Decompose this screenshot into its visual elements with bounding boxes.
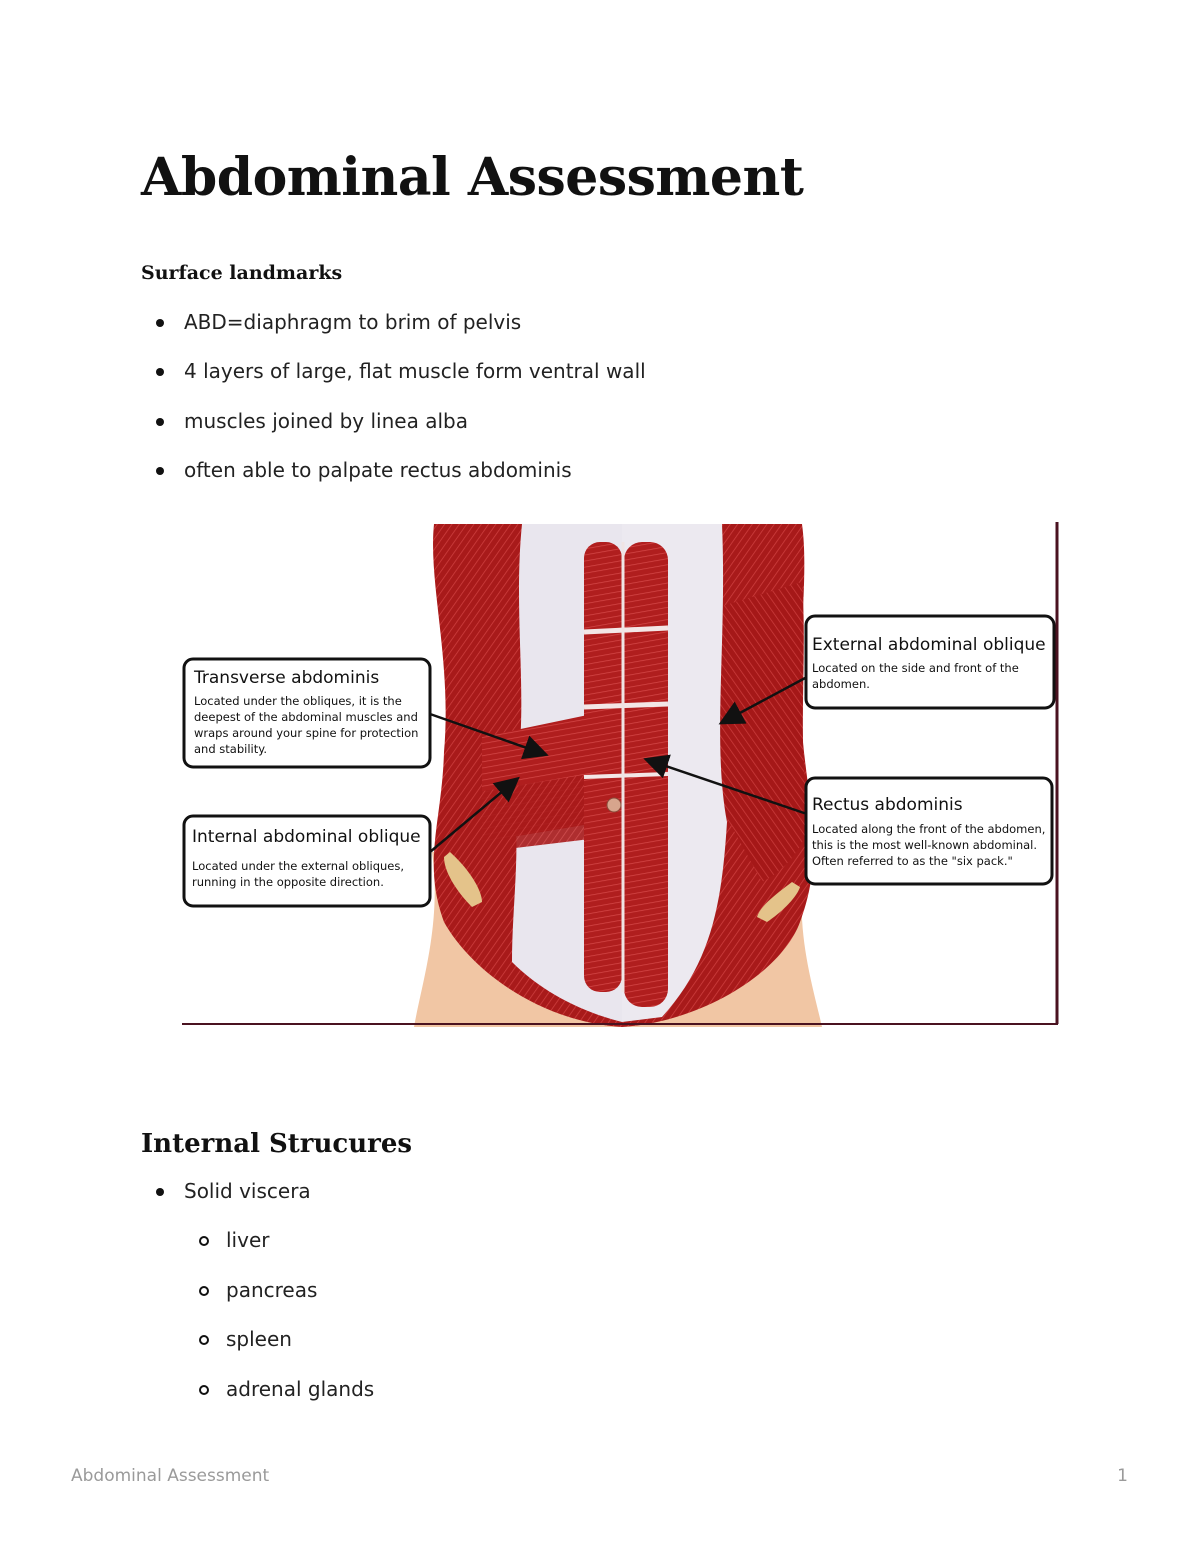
callout-transverse	[184, 659, 430, 767]
rectus-left-column	[584, 542, 622, 992]
callout-line: Located under the obliques, it is the	[194, 694, 402, 708]
abdominal-muscles-figure	[182, 522, 1060, 1027]
callout-line: deepest of the abdominal muscles and	[194, 710, 418, 724]
list-item: ABD=diaphragm to brim of pelvis	[184, 308, 646, 357]
surface-landmarks-list	[184, 308, 646, 505]
navel	[607, 798, 621, 812]
callout-line: running in the opposite direction.	[192, 875, 384, 889]
list-item: often able to palpate rectus abdominis	[184, 456, 646, 505]
list-item: pancreas	[226, 1276, 374, 1326]
list-item: muscles joined by linea alba	[184, 407, 646, 456]
callout-rectus	[806, 778, 1052, 884]
callout-line: Often referred to as the "six pack."	[812, 854, 1013, 868]
list-item: spleen	[226, 1325, 374, 1375]
callout-line: this is the most well-known abdominal.	[812, 838, 1038, 852]
callout-line: wraps around your spine for protection	[194, 726, 419, 740]
callout-line: and stability.	[194, 742, 268, 756]
callout-title: External abdominal oblique	[812, 635, 1046, 655]
list-item: adrenal glands	[226, 1375, 374, 1425]
tendinous-line	[584, 704, 668, 707]
list-item: Solid viscera	[184, 1177, 311, 1226]
callout-external	[806, 616, 1054, 708]
page-number: 1	[1117, 1466, 1128, 1486]
surface-landmarks-heading: Surface landmarks	[141, 262, 343, 284]
callout-title: Internal abdominal oblique	[192, 827, 421, 847]
solid-viscera-sublist	[226, 1226, 374, 1424]
abdominal-muscles-illustration	[182, 522, 1060, 1027]
list-item: 4 layers of large, flat muscle form ventral wall	[184, 357, 646, 406]
internal-structures-heading: Internal Strucures	[141, 1129, 412, 1159]
callout-line: Located along the front of the abdomen,	[812, 822, 1046, 836]
footer-title: Abdominal Assessment	[71, 1466, 270, 1486]
document-title: Abdominal Assessment	[141, 147, 804, 208]
callout-internal	[184, 816, 430, 906]
list-item: liver	[226, 1226, 374, 1276]
callout-line: Located under the external obliques,	[192, 859, 405, 873]
internal-structures-list	[184, 1177, 311, 1226]
callout-title: Rectus abdominis	[812, 795, 963, 815]
callout-line: abdomen.	[812, 677, 870, 691]
callout-title: Transverse abdominis	[194, 668, 380, 688]
callout-line: Located on the side and front of the	[812, 661, 1019, 675]
